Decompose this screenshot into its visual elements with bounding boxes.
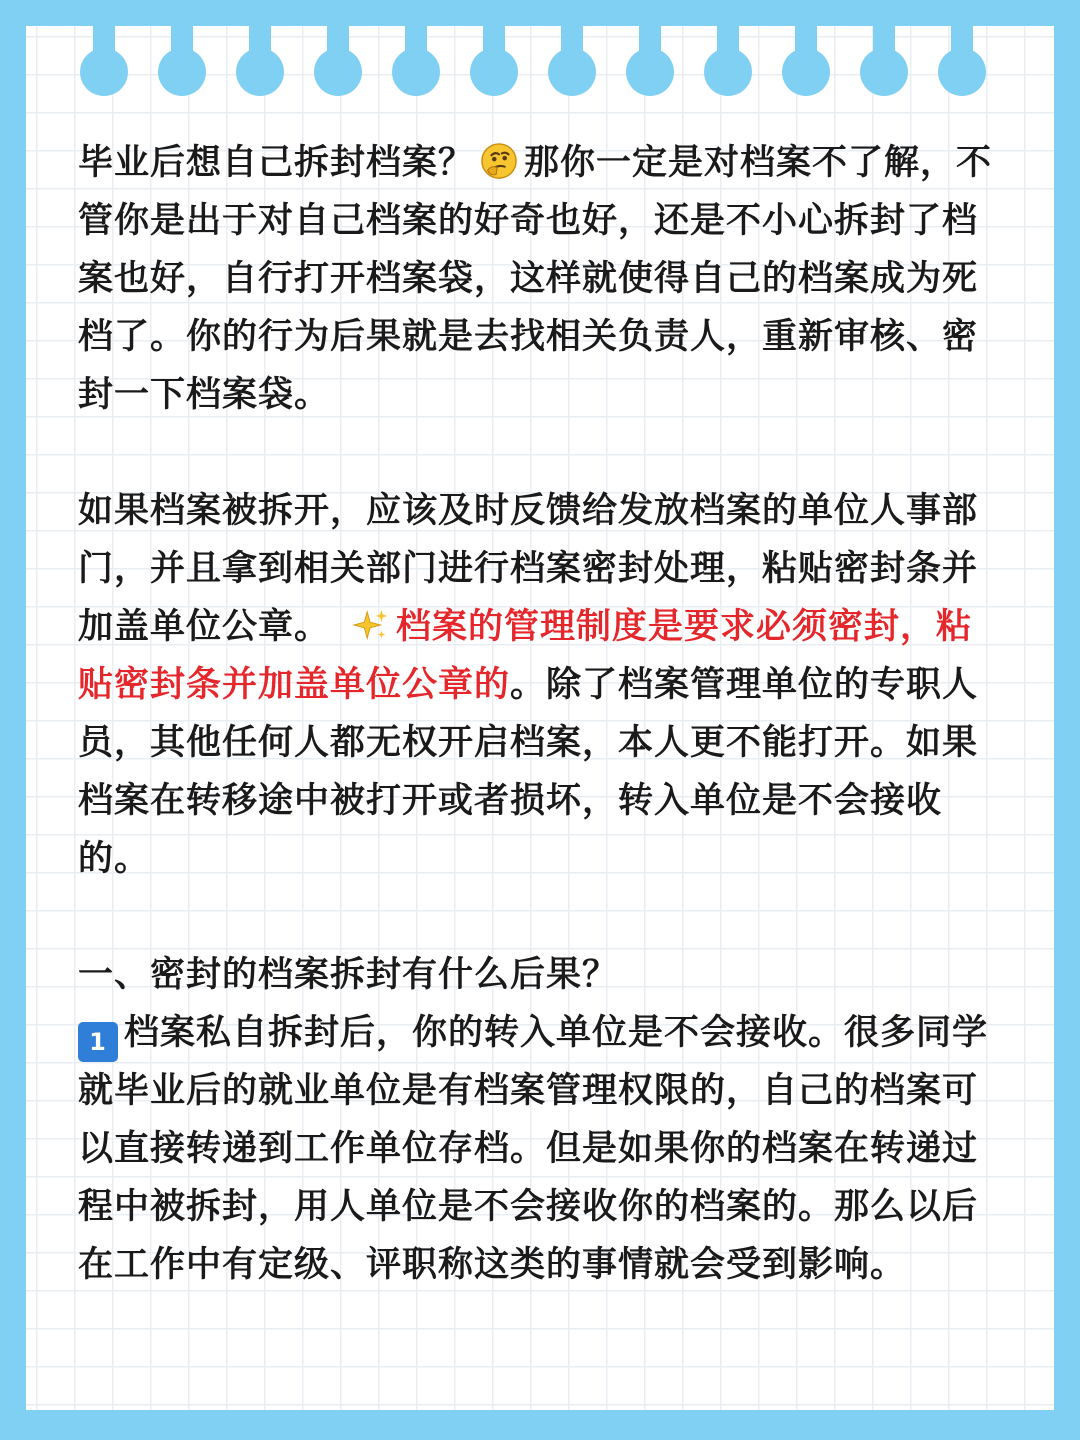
keycap-one-icon: 1 — [78, 1022, 118, 1062]
binding-hole — [392, 48, 440, 96]
paragraph-intro — [78, 134, 1008, 424]
consequence-body: 档案私自拆封后，你的转入单位是不会接收。很多同学就毕业后的就业单位是有档案管理权限的，自己的档案可以直接转递到工作单位存档。但是如果你的档案在转递过程中被拆封，用人单位是不会接收你的档案的。那么以后在工作中有定级、评职称这类的事情就会受到影响。 — [78, 1013, 989, 1285]
section-heading: 一、密封的档案拆封有什么后果？ — [78, 955, 619, 995]
thinking-face-icon — [480, 142, 518, 180]
binding-hole — [158, 48, 206, 96]
paragraph-gap — [78, 424, 1008, 482]
paragraph-consequence-1 — [78, 1004, 1008, 1294]
binding-hole — [236, 48, 284, 96]
unsealed-text: 如果档案被拆开，应该及时反馈给发放档案的单位人事部门，并且拿到相关部门进行档案密封处理，粘贴密封条并加盖单位公章。 — [78, 491, 979, 647]
intro-body: 那你一定是对档案不了解，不管你是出于对自己档案的好奇也好，还是不小心拆封了档案也好，自行打开档案袋，这样就使得自己的档案成为死档了。你的行为后果就是去找相关负责人，重新审核、密封一下档案袋。 — [78, 143, 993, 415]
binding-hole — [704, 48, 752, 96]
article-content — [78, 134, 1008, 1294]
binding-hole — [626, 48, 674, 96]
binding-hole — [314, 48, 362, 96]
binding-hole — [782, 48, 830, 96]
paragraph-unsealed — [78, 482, 1008, 888]
binding-holes — [0, 0, 1080, 110]
unsealed-body: 。除了档案管理单位的专职人员，其他任何人都无权开启档案，本人更不能打开。如果档案在转移途中被打开或者损坏，转入单位是不会接收的。 — [78, 665, 979, 879]
binding-hole — [548, 48, 596, 96]
binding-hole — [80, 48, 128, 96]
paragraph-gap — [78, 888, 1008, 946]
binding-hole — [470, 48, 518, 96]
binding-hole — [860, 48, 908, 96]
intro-question: 毕业后想自己拆封档案？ — [78, 143, 475, 183]
highlight-rule: 档案的管理制度是要求必须密封，粘贴密封条并加盖单位公章的 — [78, 607, 973, 705]
binding-hole — [938, 48, 986, 96]
sparkles-icon — [352, 606, 390, 644]
